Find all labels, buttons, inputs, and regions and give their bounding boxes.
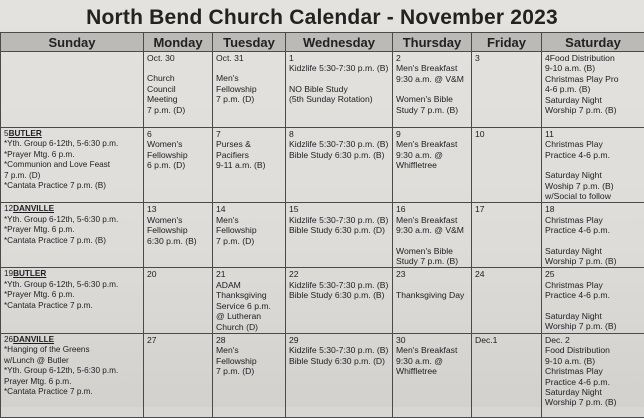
day-cell [286, 128, 393, 203]
cell-line: Worship 7 p.m. (B) [545, 256, 641, 266]
day-cell [393, 268, 472, 333]
cell-line: *Yth. Group 6-12th, 5-6:30 p.m. [4, 215, 140, 225]
cell-line: 24 [475, 269, 538, 279]
cell-line: 4-6 p.m. (B) [545, 84, 641, 94]
day-cell [542, 128, 644, 203]
cell-line: Saturday Night [545, 311, 641, 321]
day-cell [542, 268, 644, 333]
cell-line: Kidzlife 5:30-7:30 p.m. (B) [289, 280, 389, 290]
cell-line: 3 [475, 53, 538, 63]
cell-line: Practice 4-6 p.m. [545, 377, 641, 387]
cell-line: 21 [216, 269, 282, 279]
cell-line: Bible Study 6:30 p.m. (B) [289, 290, 389, 300]
day-cell [1, 128, 144, 203]
cell-line: Prayer Mtg. 6 p.m. [4, 377, 140, 387]
week-row-1 [1, 52, 644, 128]
cell-line: Dec. 2 [545, 335, 641, 345]
cell-line: 9-10 a.m. (B) [545, 356, 641, 366]
cell-line: *Yth. Group 6-12th, 5-6:30 p.m. [4, 280, 140, 290]
day-cell [393, 203, 472, 268]
cell-line: Thanksgiving Day [396, 290, 468, 300]
cell-line: 6:30 p.m. (B) [147, 236, 209, 246]
cell-line: Christmas Play [545, 215, 641, 225]
cell-line: Men's [216, 73, 282, 83]
cell-line: NO Bible Study [289, 84, 389, 94]
cell-line: Men's Breakfast [396, 139, 468, 149]
cell-line: 28 [216, 335, 282, 345]
cell-line: Study 7 p.m. (B) [396, 256, 468, 266]
cell-line: w/Lunch @ Butler [4, 356, 140, 366]
calendar-title: North Bend Church Calendar - November 2023 [0, 6, 644, 30]
cell-line: Food Distribution [545, 345, 641, 355]
cell-line: Kidzlife 5:30-7:30 p.m. (B) [289, 215, 389, 225]
host-church-label: DANVILLE [13, 204, 54, 213]
cell-line: 7 p.m. (D) [147, 105, 209, 115]
day-cell [213, 333, 286, 417]
cell-line: *Yth. Group 6-12th, 5-6:30 p.m. [4, 366, 140, 376]
day-cell [286, 52, 393, 128]
cell-line: Fellowship [147, 150, 209, 160]
cell-line: Saturday Night [545, 170, 641, 180]
cell-line: Bible Study 6:30 p.m. (D) [289, 356, 389, 366]
header-tuesday: Tuesday [213, 33, 286, 52]
cell-line: *Hanging of the Greens [4, 345, 140, 355]
cell-line: 7 [216, 129, 282, 139]
cell-line: Christmas Play [545, 366, 641, 376]
cell-line: 9:30 a.m. @ [396, 356, 468, 366]
cell-line: Kidzlife 5:30-7:30 p.m. (B) [289, 345, 389, 355]
cell-line: Study 7 p.m. (B) [396, 105, 468, 115]
cell-line: Meeting [147, 94, 209, 104]
cell-line: 20 [147, 269, 209, 279]
cell-line: Kidzlife 5:30-7:30 p.m. (B) [289, 63, 389, 73]
day-cell [213, 52, 286, 128]
cell-line: Whiffletree [396, 366, 468, 376]
cell-line: 18 [545, 204, 641, 214]
cell-line: Whiffletree [396, 160, 468, 170]
cell-line: 9:30 a.m. @ V&M [396, 225, 468, 235]
date-number: 26 [4, 335, 13, 344]
cell-line: 9:30 a.m. @ V&M [396, 74, 468, 84]
cell-line: Bible Study 6:30 p.m. (B) [289, 150, 389, 160]
cell-line: 13 [147, 204, 209, 214]
cell-line: 9-10 a.m. (B) [545, 63, 641, 73]
cell-line: Kidzlife 5:30-7:30 p.m. (B) [289, 139, 389, 149]
cell-line: 29 [289, 335, 389, 345]
day-cell [393, 128, 472, 203]
cell-line: 10 [475, 129, 538, 139]
cell-line: 8 [289, 129, 389, 139]
cell-line: 7 p.m. (D) [216, 94, 282, 104]
cell-line: Bible Study 6:30 p.m. (D) [289, 225, 389, 235]
cell-line: Christmas Play [545, 139, 641, 149]
cell-line: *Prayer Mtg. 6 p.m. [4, 150, 140, 160]
cell-line: *Prayer Mtg. 6 p.m. [4, 290, 140, 300]
cell-line: *Communion and Love Feast [4, 160, 140, 170]
day-cell [472, 268, 542, 333]
cell-line: 14 [216, 204, 282, 214]
day-cell [286, 333, 393, 417]
date-number: 5 [4, 129, 9, 138]
cell-line: Purses & [216, 139, 282, 149]
date-number: 19 [4, 269, 13, 278]
cell-line: 11 [545, 129, 641, 139]
cell-line: Women's Bible [396, 94, 468, 104]
day-cell [144, 203, 213, 268]
cell-line: 2 [396, 53, 468, 63]
day-cell [393, 333, 472, 417]
cell-line: Practice 4-6 p.m. [545, 290, 641, 300]
cell-line: @ Lutheran [216, 311, 282, 321]
day-cell [393, 52, 472, 128]
day-cell [472, 128, 542, 203]
host-church-label: BUTLER [9, 129, 42, 138]
cell-line: Council [147, 84, 209, 94]
cell-line: *Cantata Practice 7 p.m. [4, 387, 140, 397]
cell-line: 1 [289, 53, 389, 63]
cell-line: Pacifiers [216, 150, 282, 160]
cell-line: Worship 7 p.m. (B) [545, 321, 641, 331]
cell-line: *Prayer Mtg. 6 p.m. [4, 225, 140, 235]
cell-line: Fellowship [147, 225, 209, 235]
cell-line: 9:30 a.m. @ [396, 150, 468, 160]
day-cell [542, 333, 644, 417]
cell-line: 6 [147, 129, 209, 139]
day-cell [542, 203, 644, 268]
cell-line: 16 [396, 204, 468, 214]
host-church-label: BUTLER [13, 269, 46, 278]
cell-line: Men's [216, 215, 282, 225]
cell-line: Fellowship [216, 84, 282, 94]
day-cell [144, 52, 213, 128]
header-monday: Monday [144, 33, 213, 52]
cell-line: 27 [147, 335, 209, 345]
day-cell [1, 52, 144, 128]
day-cell [286, 268, 393, 333]
cell-line: 22 [289, 269, 389, 279]
cell-line: 30 [396, 335, 468, 345]
week-row-4 [1, 268, 644, 333]
cell-line: 4Food Distribution [545, 53, 641, 63]
day-cell [286, 203, 393, 268]
cell-line: Church (D) [216, 322, 282, 332]
cell-line: 7 p.m. (D) [216, 236, 282, 246]
cell-line: 17 [475, 204, 538, 214]
cell-line: Christmas Play Pro [545, 74, 641, 84]
cell-line: Service 6 p.m. [216, 301, 282, 311]
cell-line: Practice 4-6 p.m. [545, 150, 641, 160]
cell-line: Men's Breakfast [396, 215, 468, 225]
cell-line: *Cantata Practice 7 p.m. [4, 301, 140, 311]
cell-line: Woship 7 p.m. (B) [545, 181, 641, 191]
cell-line: Fellowship [216, 225, 282, 235]
cell-line: Saturday Night [545, 387, 641, 397]
cell-line: Women's Bible [396, 246, 468, 256]
cell-line: Men's Breakfast [396, 345, 468, 355]
header-saturday: Saturday [542, 33, 644, 52]
cell-line: *Cantata Practice 7 p.m. (B) [4, 181, 140, 191]
cell-line: Oct. 31 [216, 53, 282, 63]
cell-line: 25 [545, 269, 641, 279]
cell-line: Saturday Night [545, 246, 641, 256]
cell-line: *Cantata Practice 7 p.m. (B) [4, 236, 140, 246]
day-cell [472, 203, 542, 268]
cell-line: Dec.1 [475, 335, 538, 345]
cell-line: 9 [396, 129, 468, 139]
header-wednesday: Wednesday [286, 33, 393, 52]
host-church-label: DANVILLE [13, 335, 54, 344]
header-thursday: Thursday [393, 33, 472, 52]
day-cell [144, 333, 213, 417]
day-cell [542, 52, 644, 128]
day-cell [472, 52, 542, 128]
cell-line: *Yth. Group 6-12th, 5-6:30 p.m. [4, 139, 140, 149]
cell-line: 7 p.m. (D) [216, 366, 282, 376]
cell-line: Practice 4-6 p.m. [545, 225, 641, 235]
cell-line: 23 [396, 269, 468, 279]
day-cell [213, 128, 286, 203]
week-row-3 [1, 203, 644, 268]
cell-line: 7 p.m. (D) [4, 171, 140, 181]
cell-line: Worship 7 p.m. (B) [545, 397, 641, 407]
cell-line: Church [147, 73, 209, 83]
cell-line: 9-11 a.m. (B) [216, 160, 282, 170]
cell-line: (5th Sunday Rotation) [289, 94, 389, 104]
day-cell [1, 203, 144, 268]
day-cell [472, 333, 542, 417]
cell-line: Oct. 30 [147, 53, 209, 63]
date-number: 12 [4, 204, 13, 213]
cell-line: Women's [147, 215, 209, 225]
cell-line: 6 p.m. (D) [147, 160, 209, 170]
cell-line: w/Social to follow [545, 191, 641, 201]
cell-line: ADAM [216, 280, 282, 290]
cell-line: Worship 7 p.m. (B) [545, 105, 641, 115]
week-row-5 [1, 333, 644, 417]
day-cell [213, 203, 286, 268]
cell-line: Christmas Play [545, 280, 641, 290]
day-cell [144, 128, 213, 203]
day-cell [144, 268, 213, 333]
day-cell [1, 333, 144, 417]
cell-line: Thanksgiving [216, 290, 282, 300]
cell-line: Women's [147, 139, 209, 149]
day-cell [213, 268, 286, 333]
cell-line: 15 [289, 204, 389, 214]
week-row-2 [1, 128, 644, 203]
cell-line: Fellowship [216, 356, 282, 366]
cell-line: Men's [216, 345, 282, 355]
calendar-grid [0, 32, 644, 418]
cell-line: Saturday Night [545, 95, 641, 105]
cell-line: Men's Breakfast [396, 63, 468, 73]
weekday-header-row [1, 33, 644, 52]
day-cell [1, 268, 144, 333]
header-sunday: Sunday [1, 33, 144, 52]
header-friday: Friday [472, 33, 542, 52]
